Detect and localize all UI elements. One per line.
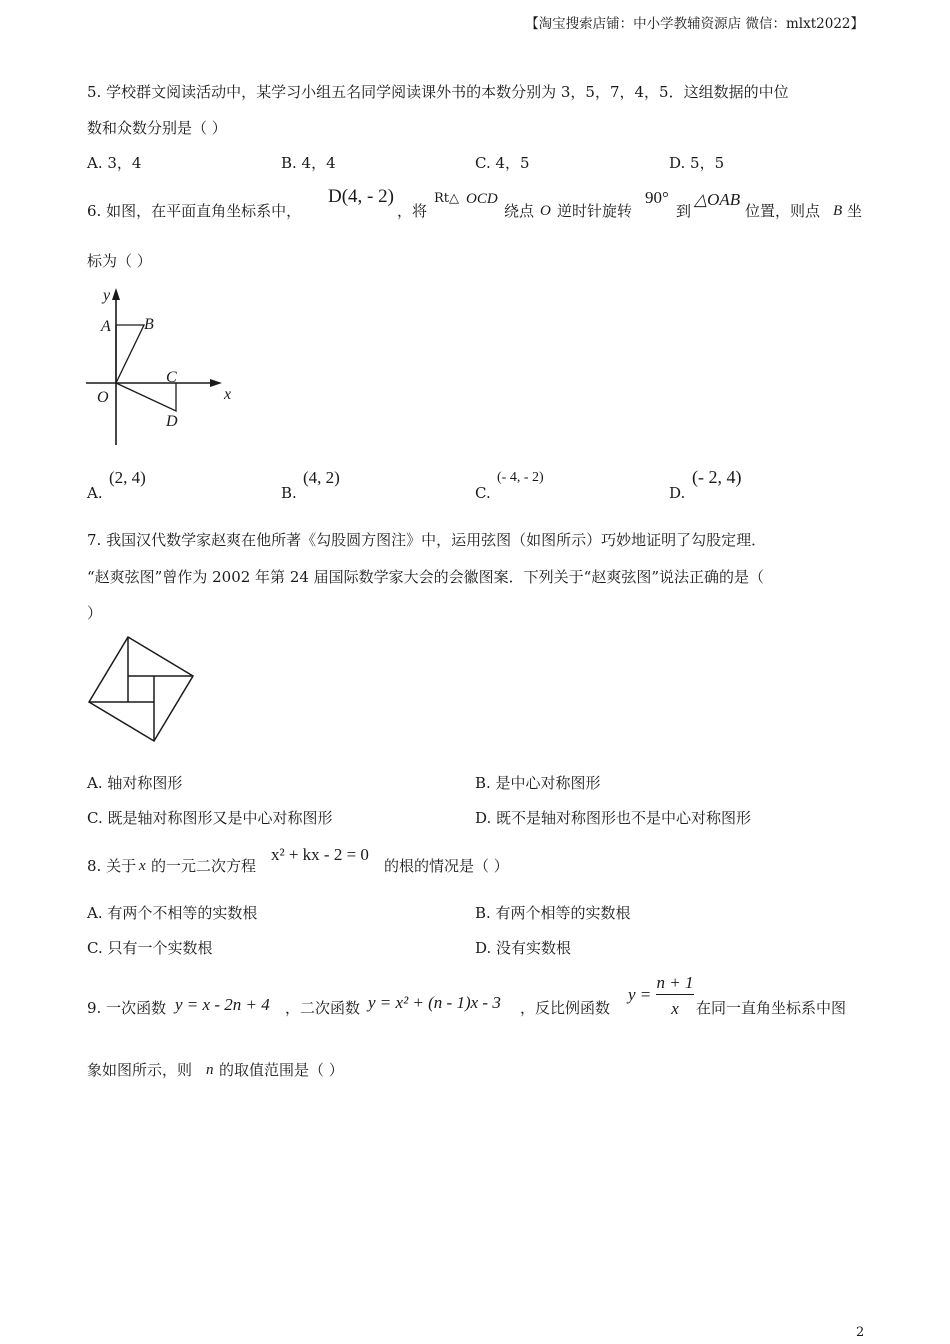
page-number: 2 xyxy=(856,1325,865,1340)
y-axis-arrow xyxy=(112,288,120,300)
label-d: D xyxy=(166,413,178,430)
q6-option-c-letter: C. xyxy=(475,484,491,502)
q9-n: n xyxy=(206,1062,214,1078)
q7-option-d: D. 既不是轴对称图形也不是中心对称图形 xyxy=(475,809,752,827)
label-a: A xyxy=(101,318,111,335)
q6-option-d-letter: D. xyxy=(669,484,686,502)
label-o: O xyxy=(97,389,109,406)
q6-text-2: 绕点 xyxy=(504,202,535,220)
q7-option-c: C. 既是轴对称图形又是中心对称图形 xyxy=(87,809,333,827)
q6-o: O xyxy=(540,203,551,219)
q5-option-c: C. 4，5 xyxy=(475,154,530,172)
q5-option-a: A. 3，4 xyxy=(87,154,142,172)
outer-square xyxy=(89,637,193,741)
q7-line3: ） xyxy=(87,604,103,622)
page-header: 【淘宝搜索店铺：中小学教辅资源店 微信：mlxt2022】 xyxy=(525,16,864,32)
q9-text-4: 在同一直角坐标系中图 xyxy=(696,999,847,1017)
q8-prefix: 8. 关于 xyxy=(87,857,137,875)
q6-ocd: OCD xyxy=(466,191,498,207)
q6-coordinate-figure xyxy=(82,280,242,450)
label-y: y xyxy=(103,287,111,304)
q6-option-a-value: (2, 4) xyxy=(109,468,146,487)
q6-option-a-letter: A. xyxy=(87,484,103,502)
q7-option-a: A. 轴对称图形 xyxy=(87,774,183,792)
q5-option-b: B. 4，4 xyxy=(281,154,336,172)
q9-fraction-denominator: x xyxy=(671,999,679,1018)
q9-text-3: ，反比例函数 xyxy=(520,999,611,1017)
triangle-ocd xyxy=(116,383,176,411)
q6-rt: Rt△ xyxy=(434,191,460,206)
label-c: C xyxy=(166,369,177,386)
q6-angle: 90° xyxy=(645,188,669,207)
q6-option-c-value: (- 4, - 2) xyxy=(497,470,544,485)
q8-suffix: 的根的情况是（ ） xyxy=(384,857,509,875)
q7-option-b: B. 是中心对称图形 xyxy=(475,774,601,792)
q7-line2: “赵爽弦图”曾作为 2002 年第 24 届国际数学家大会的会徽图案．下列关于“赵爽弦图”说法正确的是（ xyxy=(87,568,765,586)
q6-prefix: 6. 如图，在平面直角坐标系中， xyxy=(87,202,302,220)
q9-line2-b: 的取值范围是（ ） xyxy=(219,1061,344,1079)
q6-text-5: 位置，则点 xyxy=(745,202,821,220)
q6-text-4: 到 xyxy=(676,202,692,220)
q9-line2-a: 象如图所示，则 xyxy=(87,1061,193,1079)
q9-fraction-numerator: n + 1 xyxy=(656,972,694,995)
q8-equation: x² + kx - 2 = 0 xyxy=(271,845,369,864)
q6-oab: △OAB xyxy=(694,190,741,209)
label-x: x xyxy=(224,386,232,403)
zhao-shuang-chord-diagram xyxy=(84,632,199,747)
q6-point-d: D(4, - 2) xyxy=(328,186,394,207)
q9-quadratic-function: y = x² + (n - 1)x - 3 xyxy=(368,993,501,1012)
q9-y-equals: y = xyxy=(628,985,652,1004)
label-b: B xyxy=(144,316,154,333)
q8-mid: 的一元二次方程 xyxy=(151,857,257,875)
q6-text-6: 坐 xyxy=(847,202,863,220)
q6-option-b-value: (4, 2) xyxy=(303,468,340,487)
q6-text-1: ，将 xyxy=(397,202,428,220)
q5-line2: 数和众数分别是（ ） xyxy=(87,119,227,137)
q8-option-c: C. 只有一个实数根 xyxy=(87,939,213,957)
q9-linear-function: y = x - 2n + 4 xyxy=(175,995,270,1014)
q8-option-a: A. 有两个不相等的实数根 xyxy=(87,904,258,922)
q8-option-d: D. 没有实数根 xyxy=(475,939,572,957)
q5-line1: 5. 学校群文阅读活动中，某学习小组五名同学阅读课外书的本数分别为 3，5，7，4，5．这组数据的中位 xyxy=(87,83,789,101)
q6-option-d-value: (- 2, 4) xyxy=(692,467,742,487)
q6-option-b-letter: B. xyxy=(281,484,297,502)
triangle-oab xyxy=(116,325,144,383)
q6-text-3: 逆时针旋转 xyxy=(557,202,633,220)
q9-text-1: 9. 一次函数 xyxy=(87,999,167,1017)
q9-text-2: ，二次函数 xyxy=(285,999,361,1017)
q6-b: B xyxy=(833,203,843,219)
q7-line1: 7. 我国汉代数学家赵爽在他所著《勾股圆方图注》中，运用弦图（如图所示）巧妙地证明了勾股定理． xyxy=(87,531,767,549)
x-axis-arrow xyxy=(210,379,222,387)
q8-x: x xyxy=(139,858,146,874)
q8-option-b: B. 有两个相等的实数根 xyxy=(475,904,631,922)
q6-line2: 标为（ ） xyxy=(87,252,152,270)
q5-option-d: D. 5，5 xyxy=(669,154,725,172)
